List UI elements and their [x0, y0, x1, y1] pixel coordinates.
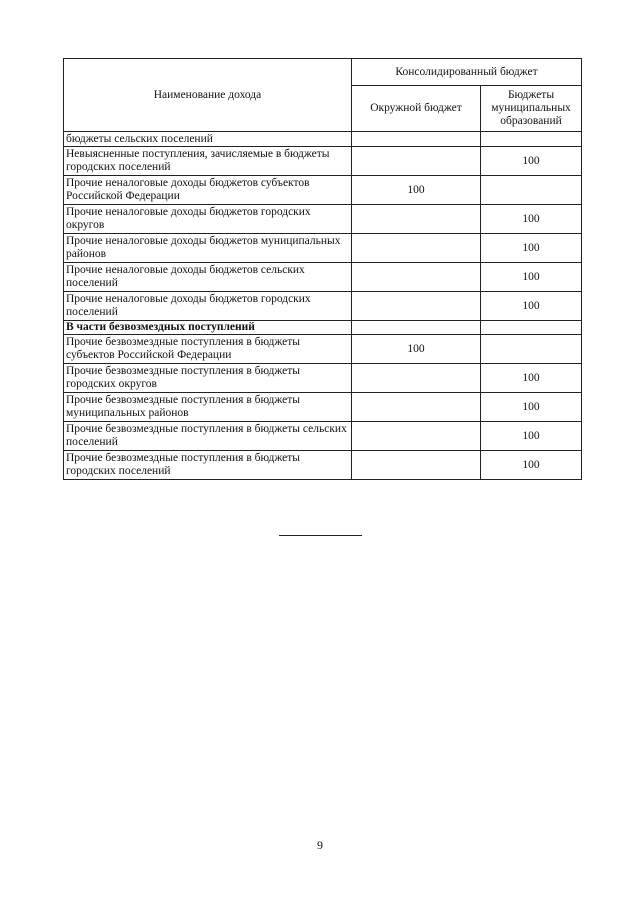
- revenue-name-cell: Невыясненные поступления, зачисляемые в бюджеты городских поселений: [64, 147, 352, 176]
- table-row: [64, 132, 582, 147]
- municipal-budget-cell: 100: [481, 364, 582, 393]
- okrug-budget-cell: [352, 205, 481, 234]
- municipal-budget-cell: [481, 335, 582, 364]
- okrug-budget-cell: 100: [352, 335, 481, 364]
- revenue-name-cell: Прочие безвозмездные поступления в бюджеты субъектов Российской Федерации: [64, 335, 352, 364]
- revenue-name-cell: бюджеты сельских поселений: [64, 132, 352, 147]
- municipal-budget-cell: 100: [481, 147, 582, 176]
- municipal-budget-cell: 100: [481, 292, 582, 321]
- revenue-name-cell: Прочие безвозмездные поступления в бюджеты муниципальных районов: [64, 393, 352, 422]
- okrug-budget-cell: [352, 321, 481, 335]
- okrug-budget-cell: [352, 364, 481, 393]
- table-body: [64, 132, 582, 480]
- revenue-name-cell: Прочие неналоговые доходы бюджетов муниципальных районов: [64, 234, 352, 263]
- municipal-budget-cell: 100: [481, 234, 582, 263]
- header-okrug-budget: Окружной бюджет: [352, 86, 481, 132]
- okrug-budget-cell: [352, 393, 481, 422]
- municipal-budget-cell: [481, 132, 582, 147]
- municipal-budget-cell: [481, 321, 582, 335]
- revenue-distribution-table: [63, 58, 582, 480]
- municipal-budget-cell: 100: [481, 422, 582, 451]
- table-row: [64, 234, 582, 263]
- revenue-name-cell: Прочие безвозмездные поступления в бюджеты сельских поселений: [64, 422, 352, 451]
- municipal-budget-cell: [481, 176, 582, 205]
- table-row: [64, 321, 582, 335]
- table-row: [64, 205, 582, 234]
- table-row: [64, 263, 582, 292]
- revenue-name-cell: Прочие безвозмездные поступления в бюджеты городских поселений: [64, 451, 352, 480]
- okrug-budget-cell: 100: [352, 176, 481, 205]
- table-row: [64, 364, 582, 393]
- revenue-name-cell: Прочие неналоговые доходы бюджетов субъектов Российской Федерации: [64, 176, 352, 205]
- okrug-budget-cell: [352, 422, 481, 451]
- table-row: [64, 292, 582, 321]
- municipal-budget-cell: 100: [481, 451, 582, 480]
- revenue-name-cell: Прочие безвозмездные поступления в бюджеты городских округов: [64, 364, 352, 393]
- municipal-budget-cell: 100: [481, 205, 582, 234]
- table-row: [64, 147, 582, 176]
- table-row: [64, 176, 582, 205]
- page-number: 9: [317, 838, 323, 852]
- table-row: [64, 393, 582, 422]
- municipal-budget-cell: 100: [481, 393, 582, 422]
- revenue-name-cell: В части безвозмездных поступлений: [64, 321, 352, 335]
- revenue-name-cell: Прочие неналоговые доходы бюджетов городских округов: [64, 205, 352, 234]
- municipal-budget-cell: 100: [481, 263, 582, 292]
- table-row: [64, 451, 582, 480]
- revenue-name-cell: Прочие неналоговые доходы бюджетов сельских поселений: [64, 263, 352, 292]
- header-municipal-budgets: Бюджеты муниципальных образований: [481, 86, 582, 132]
- header-revenue-name: Наименование дохода: [64, 59, 352, 132]
- header-consolidated-budget: Консолидированный бюджет: [352, 59, 582, 86]
- okrug-budget-cell: [352, 292, 481, 321]
- end-divider-line: [279, 535, 362, 536]
- okrug-budget-cell: [352, 234, 481, 263]
- okrug-budget-cell: [352, 451, 481, 480]
- okrug-budget-cell: [352, 132, 481, 147]
- revenue-name-cell: Прочие неналоговые доходы бюджетов городских поселений: [64, 292, 352, 321]
- table-row: [64, 335, 582, 364]
- table-row: [64, 422, 582, 451]
- okrug-budget-cell: [352, 263, 481, 292]
- okrug-budget-cell: [352, 147, 481, 176]
